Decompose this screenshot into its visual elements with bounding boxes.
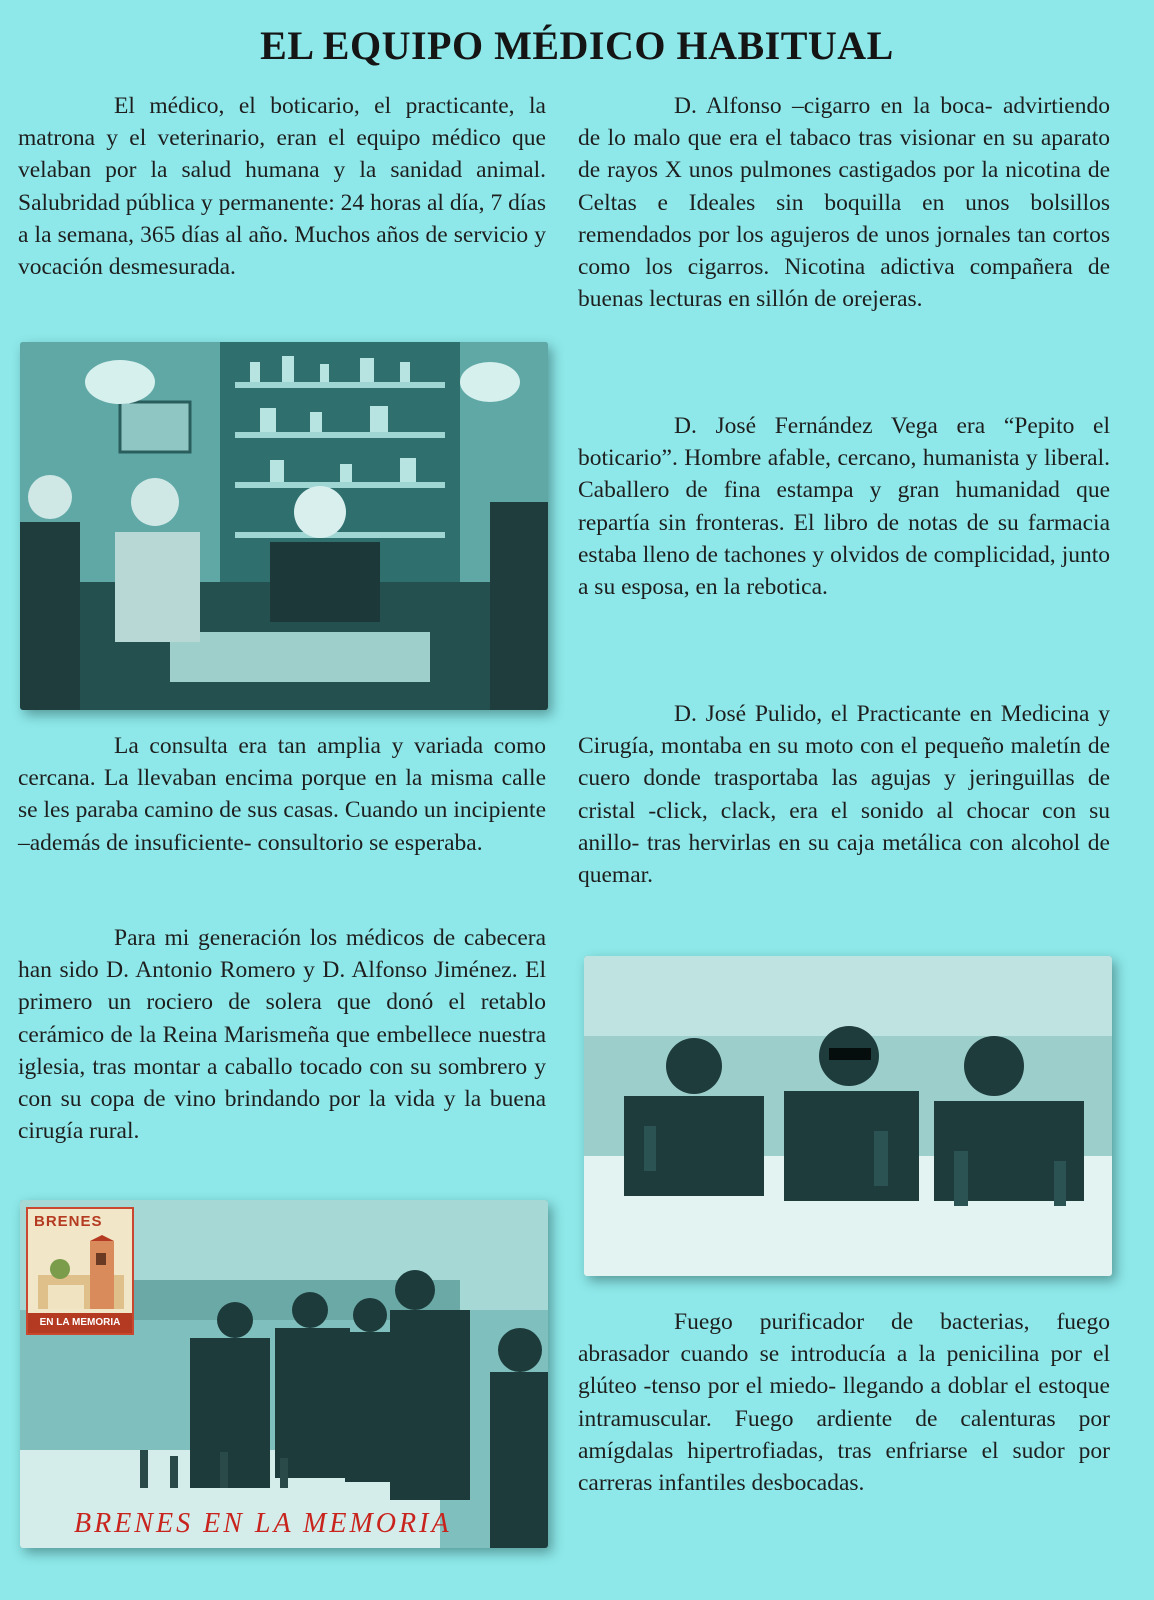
left-paragraph-1: El médico, el boticario, el practicante, la matrona y el veterinario, eran el equipo médico que velaban por la salud humana y la sanidad animal. Salubridad pública y permanente: 24 horas al día, 7 días a la semana, 365 días al año. Muchos años de servicio y vocación desmesurada. <box>18 93 546 281</box>
photo-pharmacy-interior <box>20 342 548 710</box>
right-paragraph-2: D. José Fernández Vega era “Pepito el boticario”. Hombre afable, cercano, humanista y liberal. Caballero de fina estampa y gran humanidad que repartía sin fronteras. El libro de notas de su farmacia estaba lleno de tachones y olvidos de complicidad, junto a su esposa, en la rebotica. <box>578 413 1110 601</box>
right-paragraph-1: D. Alfonso –cigarro en la boca- advirtiendo de lo malo que era el tabaco tras visionar en su aparato de rayos X unos pulmones castigados por la nicotina de Celtas e Ideales sin boquilla en unos bolsillos remendados por los agujeros de unos jornales tan cortos como los cigarros. Nicotina adictiva compañera de buenas lecturas en sillón de orejeras. <box>578 93 1110 313</box>
left-paragraph-2: La consulta era tan amplia y variada como cercana. La llevaban encima porque en la misma calle se les paraba camino de sus casas. Cuando un incipiente –además de insuficiente- consultorio se esperaba. <box>18 733 546 856</box>
brenes-logo-badge <box>26 1207 134 1335</box>
right-paragraph-4: Fuego purificador de bacterias, fuego abrasador cuando se introducía a la penicilina por el glúteo -tenso por el miedo- llegando a doblar el estoque intramuscular. Fuego ardiente de calenturas por amígdalas hipertrofiadas, tras enfriarse el sudor por carreras infantiles desbocadas. <box>578 1309 1110 1497</box>
brenes-watermark: BRENES EN LA MEMORIA <box>74 1508 452 1539</box>
left-paragraph-3: Para mi generación los médicos de cabecera han sido D. Antonio Romero y D. Alfonso Jiménez. El primero un rociero de solera que donó el retablo cerámico de la Reina Marismeña que embellece nuestra iglesia, tras montar a caballo tocado con su sombrero y con su copa de vino brindando por la vida y la buena cirugía rural. <box>18 925 546 1145</box>
church-tower-icon <box>38 1235 124 1309</box>
badge-subtitle: EN LA MEMORIA <box>28 1313 132 1333</box>
photo-men-at-table <box>584 956 1112 1276</box>
page-title: EL EQUIPO MÉDICO HABITUAL <box>260 23 894 68</box>
badge-title: BRENES <box>34 1213 103 1230</box>
right-paragraph-3: D. José Pulido, el Practicante en Medicina y Cirugía, montaba en su moto con el pequeño maletín de cuero donde trasportaba las agujas y jeringuillas de cristal -click, clack, era el sonido al chocar con su anillo- tras hervirlas en su caja metálica con alcohol de quemar. <box>578 701 1110 889</box>
